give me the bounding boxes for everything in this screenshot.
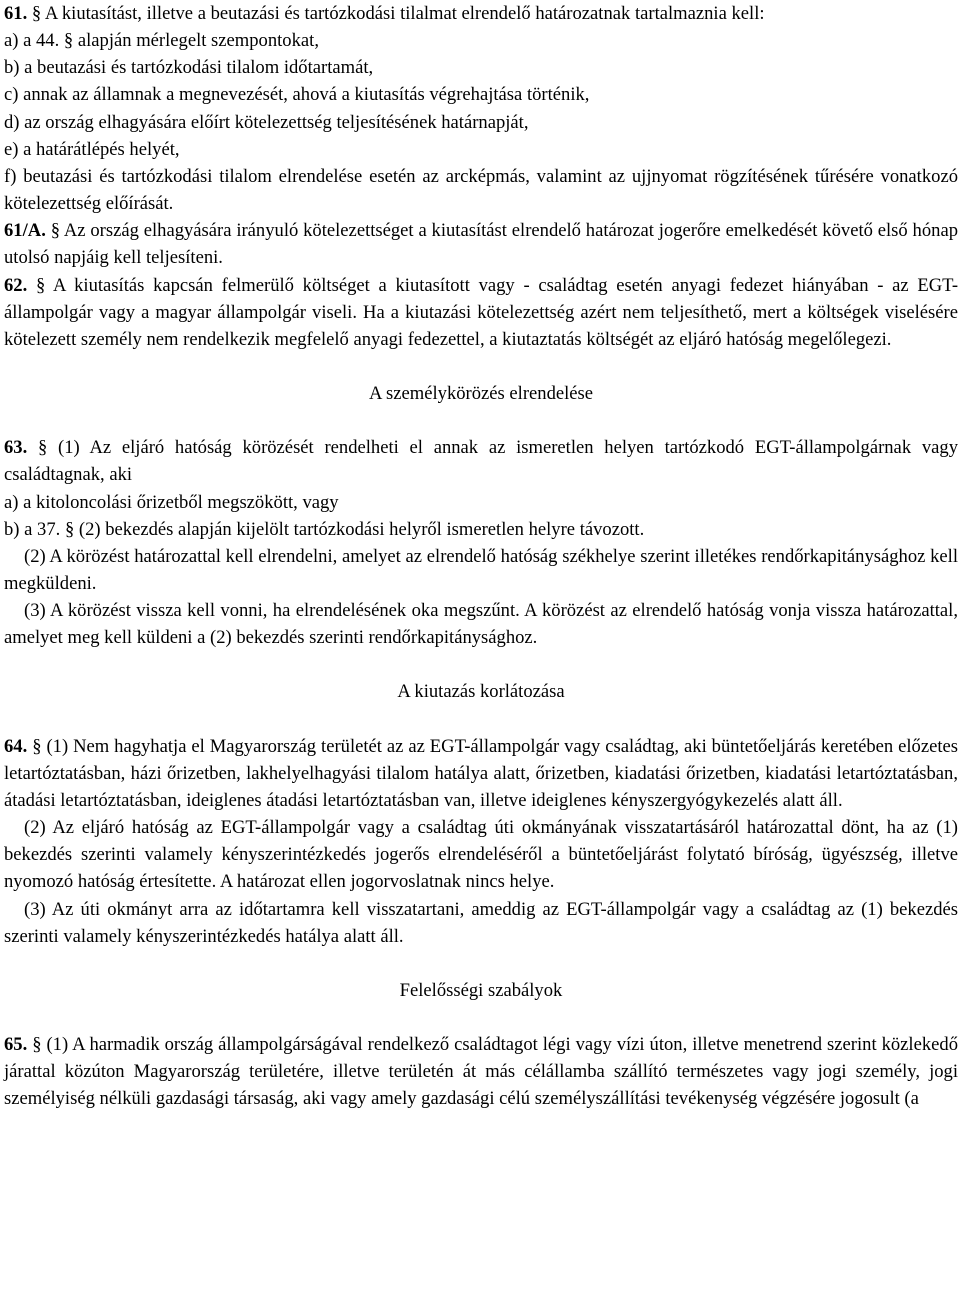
section-62 bbox=[4, 272, 958, 353]
section-number: 61/A. bbox=[4, 220, 46, 242]
section-heading: A személykörözés elrendelése bbox=[368, 383, 594, 405]
list-item: f) beutazási és tartózkodási tilalom elrendelése esetén az arcképmás, valamint az ujjnyomat rögzítésének tűrésére vonatkozó kötelezettség előírását. bbox=[4, 165, 958, 215]
list-item-text: (2) bekezdés alapján kijelölt tartózkodási helyről ismeretlen helyre távozott. bbox=[78, 518, 645, 540]
section-number: 64. bbox=[4, 735, 28, 757]
list-item: b) a beutazási és tartózkodási tilalom időtartamát, bbox=[4, 57, 374, 79]
section-heading: Felelősségi szabályok bbox=[399, 979, 563, 1001]
paragraph-text: A kiutasítást, illetve a beutazási és tartózkodási tilalmat elrendelő határozatnak tartalmaznia kell: bbox=[44, 3, 765, 24]
section-sign: § bbox=[63, 30, 74, 52]
list-item: a) a kitoloncolási őrizetből megszökött, vagy bbox=[4, 491, 339, 513]
paragraph-text: Az ország elhagyására irányuló kötelezettséget a kiutasítást elrendelő határozat jogerőre emelkedését követő első hónap utolsó napjáig kell teljesíteni. bbox=[4, 220, 958, 269]
paragraph: (2) A körözést határozattal kell elrendelni, amelyet az elrendelő hatóság székhelye szerint illetékes rendőrkapitánysághoz kell megküldeni. bbox=[4, 545, 958, 594]
section-heading: A kiutazás korlátozása bbox=[397, 681, 565, 703]
list-item: c) annak az államnak a megnevezését, ahová a kiutasítás végrehajtása történik, bbox=[4, 84, 590, 106]
list-item-prefix: b) a 37. bbox=[4, 518, 61, 540]
list-item: d) az ország elhagyására előírt kötelezettség teljesítésének határnapját, bbox=[4, 111, 529, 133]
section-sign: § bbox=[32, 735, 42, 757]
paragraph-text: (1) Az eljáró hatóság körözését rendelheti el annak az ismeretlen helyen tartózkodó EGT-állampolgárnak vagy családtagnak, aki bbox=[4, 437, 958, 486]
section-sign: § bbox=[35, 274, 46, 296]
section-63-p1 bbox=[4, 434, 958, 488]
section-64-p1 bbox=[4, 733, 958, 814]
section-number: 62. bbox=[4, 274, 28, 296]
paragraph: (2) Az eljáró hatóság az EGT-állampolgár vagy a családtag úti okmányának visszatartásáról határozattal dönt, ha az (1) bekezdés szerinti valamely kényszerintézkedés jogerős elrendeléséről a büntetőeljárást folytató bíróság, ügyészség, illetve nyomozó hatóság értesítette. A határozat ellen jogorvoslatnak nincs helye. bbox=[4, 817, 958, 893]
list-item bbox=[4, 27, 958, 54]
section-65-p1 bbox=[4, 1031, 958, 1112]
section-number: 65. bbox=[4, 1034, 28, 1055]
section-sign: § bbox=[32, 1034, 42, 1055]
paragraph: (3) Az úti okmányt arra az időtartamra kell visszatartani, ameddig az EGT-állampolgár vagy a családtag az (1) bekezdés szerinti valamely kényszerintézkedés hatálya alatt áll. bbox=[4, 898, 958, 947]
document-page bbox=[4, 0, 958, 1112]
section-number: 63. bbox=[4, 437, 28, 459]
section-sign: § bbox=[64, 518, 75, 540]
section-61a bbox=[4, 217, 958, 271]
section-number: 61. bbox=[4, 3, 28, 24]
paragraph-text: (1) A harmadik ország állampolgárságával rendelkező családtagot légi vagy vízi úton, illetve menetrend szerint közlekedő járattal közúton Magyarország területére, illetve területén át más célállamba szállító természetes vagy jogi személy, jogi személyiség nélküli gazdasági társaság, aki vagy amely gazdasági célú személyszállítási tevékenység végzésére jogosult (a bbox=[4, 1034, 958, 1110]
list-item bbox=[4, 516, 958, 543]
list-item-text: alapján mérlegelt szempontokat, bbox=[77, 30, 319, 52]
section-61-intro bbox=[4, 0, 958, 27]
list-item-prefix: a) a 44. bbox=[4, 30, 60, 52]
paragraph: (3) A körözést vissza kell vonni, ha elrendelésének oka megszűnt. A körözést az elrendelő hatóság vonja vissza határozattal, amelyet meg kell küldeni a (2) bekezdés szerinti rendőrkapitánysághoz. bbox=[4, 600, 958, 649]
section-sign: § bbox=[50, 220, 60, 242]
section-sign: § bbox=[38, 437, 48, 459]
paragraph-text: (1) Nem hagyhatja el Magyarország területét az az EGT-állampolgár vagy családtag, aki büntetőeljárás keretében előzetes letartóztatásban, házi őrizetben, lakhelyelhagyási tilalom hatálya alatt, őrizetben, kiadatási őrizetben, kiadatási letartóztatásban, átadási letartóztatásban, ideiglenes átadási letartóztatásban van, illetve ideiglenes kényszergyógykezelés alatt áll. bbox=[4, 735, 958, 811]
paragraph-text: A kiutasítás kapcsán felmerülő költséget a kiutasított vagy - családtag esetén anyagi fedezet hiányában - az EGT-állampolgár vagy a magyar állampolgár viseli. Ha a kiutazási kötelezettség azért nem teljesíthető, mert a költségek viselésére kötelezett személy nem rendelkezik megfelelő anyagi fedezettel, a kiutaztatás költségét az eljáró hatóság megelőlegezi. bbox=[4, 274, 959, 350]
section-sign: § bbox=[31, 3, 42, 24]
list-item: e) a határátlépés helyét, bbox=[4, 138, 180, 160]
